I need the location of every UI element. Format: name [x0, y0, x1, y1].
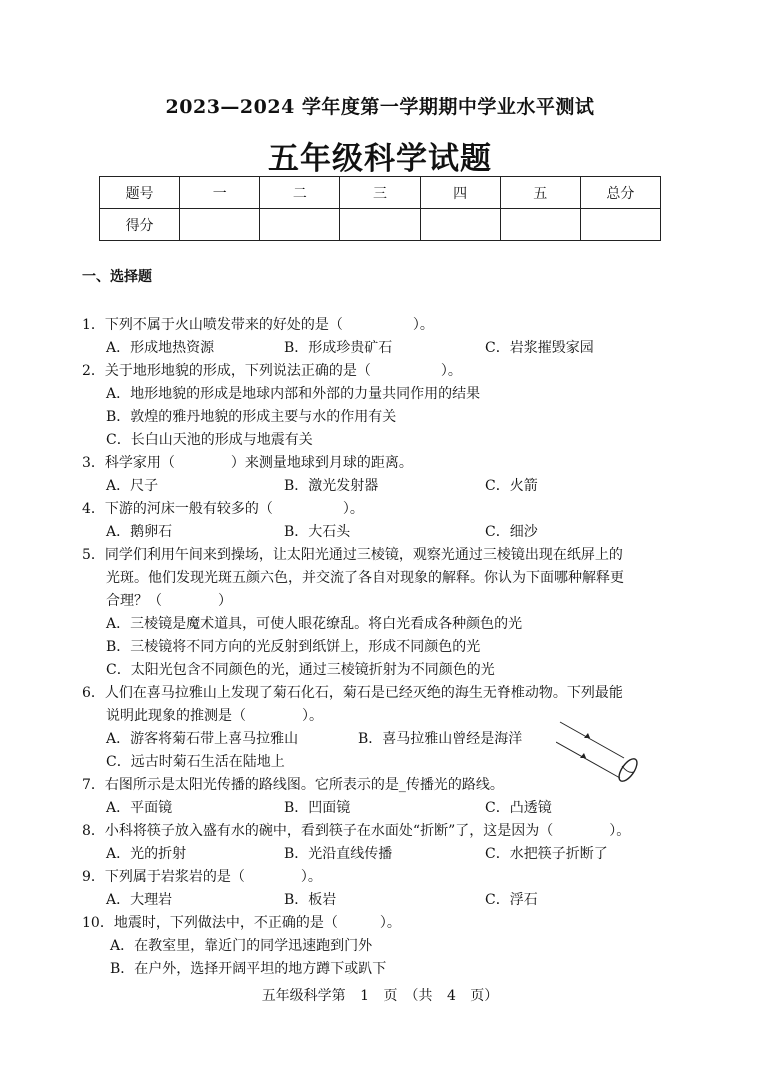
option: A．游客将菊石带上喜马拉雅山	[106, 731, 299, 747]
option: B．激光发射器	[284, 478, 379, 494]
score-table-header-row	[100, 177, 661, 209]
question-1: 1．下列不属于火山喷发带来的好处的是（ ）。	[82, 317, 434, 333]
option: A．地形地貌的形成是地球内部和外部的力量共同作用的结果	[106, 386, 481, 402]
exam-title: 2023—2024 学年度第一学期期中学业水平测试	[165, 96, 595, 118]
page-footer: 五年级科学第 1 页 （共 4 页）	[261, 988, 499, 1004]
exam-subtitle: 五年级科学试题	[268, 141, 492, 177]
option: B．喜马拉雅山曾经是海洋	[358, 731, 523, 747]
option: A．尺子	[106, 478, 159, 494]
score-input-cell[interactable]	[580, 209, 660, 241]
option: B．敦煌的雅丹地貌的形成主要与水的作用有关	[106, 409, 397, 425]
question-4: 4．下游的河床一般有较多的（ ）。	[82, 501, 364, 517]
option: C．水把筷子折断了	[485, 846, 608, 862]
score-cell: 得分	[100, 209, 180, 241]
option: C．长白山天池的形成与地震有关	[106, 432, 313, 448]
score-cell: 五	[500, 177, 580, 209]
score-input-cell[interactable]	[500, 209, 580, 241]
score-input-cell[interactable]	[260, 209, 340, 241]
option: B．凹面镜	[284, 800, 351, 816]
option: A．大理岩	[106, 892, 173, 908]
option: C．细沙	[485, 524, 538, 540]
score-cell: 三	[340, 177, 420, 209]
question-5-cont: 光斑。他们发现光斑五颜六色，并交流了各自对现象的解释。你认为下面哪种解释更	[106, 570, 624, 586]
option: B．板岩	[284, 892, 337, 908]
score-cell: 一	[180, 177, 260, 209]
score-table	[99, 176, 661, 241]
score-cell: 四	[420, 177, 500, 209]
question-5-cont: 合理？（ ）	[106, 593, 232, 609]
question-8: 8．小科将筷子放入盛有水的碗中，看到筷子在水面处“折断”了，这是因为（ ）。	[82, 823, 631, 839]
option: B．形成珍贵矿石	[284, 340, 393, 356]
question-6: 6．人们在喜马拉雅山上发现了菊石化石，菊石是已经灭绝的海生无脊椎动物。下列最能	[82, 685, 623, 701]
section-title: 一、选择题	[82, 269, 152, 285]
light-path-figure	[556, 712, 646, 792]
question-9: 9．下列属于岩浆岩的是（ ）。	[82, 869, 322, 885]
score-input-cell[interactable]	[340, 209, 420, 241]
score-input-cell[interactable]	[420, 209, 500, 241]
option: B．大石头	[284, 524, 351, 540]
score-input-cell[interactable]	[180, 209, 260, 241]
option: C．浮石	[485, 892, 538, 908]
question-5: 5．同学们利用午间来到操场，让太阳光通过三棱镜，观察光通过三棱镜出现在纸屏上的	[82, 547, 623, 563]
option: C．远古时菊石生活在陆地上	[106, 754, 285, 770]
option: A．三棱镜是魔术道具，可使人眼花缭乱。将白光看成各种颜色的光	[106, 616, 523, 632]
option: C．火箭	[485, 478, 538, 494]
question-6-cont: 说明此现象的推测是（ ）。	[106, 708, 323, 724]
score-table-score-row	[100, 209, 661, 241]
option: A．形成地热资源	[106, 340, 215, 356]
question-10: 10．地震时，下列做法中，不正确的是（ ）。	[82, 915, 401, 931]
score-cell: 二	[260, 177, 340, 209]
question-2: 2．关于地形地貌的形成，下列说法正确的是（ ）。	[82, 363, 462, 379]
option: B．三棱镜将不同方向的光反射到纸饼上，形成不同颜色的光	[106, 639, 481, 655]
question-3: 3．科学家用（ ）来测量地球到月球的距离。	[82, 455, 413, 471]
option: B．光沿直线传播	[284, 846, 393, 862]
option: A．鹅卵石	[106, 524, 173, 540]
option: A．平面镜	[106, 800, 173, 816]
option: B．在户外，选择开阔平坦的地方蹲下或趴下	[110, 961, 387, 977]
question-7: 7．右图所示是太阳光传播的路线图。它所表示的是_传播光的路线。	[82, 777, 504, 793]
option: A．在教室里，靠近门的同学迅速跑到门外	[110, 938, 373, 954]
option: C．凸透镜	[485, 800, 552, 816]
option: C．岩浆摧毁家园	[485, 340, 594, 356]
option: C．太阳光包含不同颜色的光，通过三棱镜折射为不同颜色的光	[106, 662, 495, 678]
option: A．光的折射	[106, 846, 187, 862]
score-cell: 总分	[580, 177, 660, 209]
score-cell: 题号	[100, 177, 180, 209]
